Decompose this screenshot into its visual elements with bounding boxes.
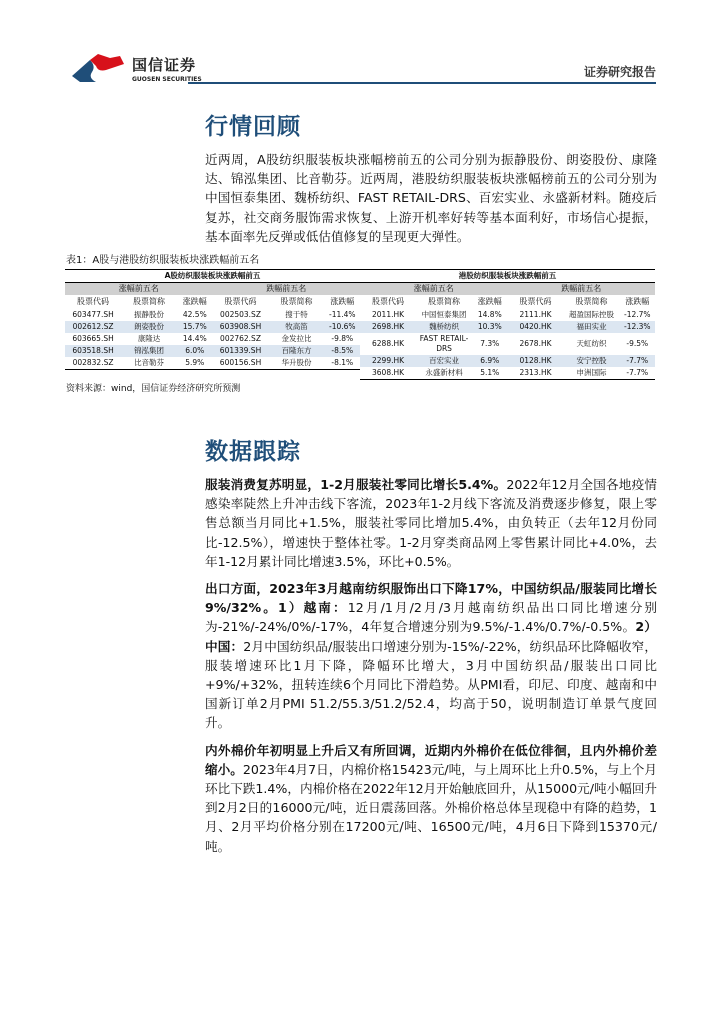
gainers-header: 涨幅前五名	[65, 283, 212, 296]
table-cell: 14.4%	[182, 334, 207, 344]
company-logo	[70, 52, 202, 84]
section-title-market-review: 行情回顾	[205, 114, 301, 140]
column-header: 涨跌幅	[625, 297, 650, 307]
table-cell: 6.0%	[185, 346, 205, 356]
table-cell: 5.9%	[177, 357, 212, 370]
table-row	[65, 309, 360, 321]
column-header: 股票简称	[428, 297, 461, 307]
column-header: 涨跌幅	[477, 297, 502, 307]
table-cell: 魏桥纺织	[429, 322, 460, 332]
hk-share-table	[360, 269, 655, 380]
column-header: 股票简称	[280, 297, 313, 307]
table-cell: 5.1%	[472, 367, 507, 380]
table-row	[360, 367, 655, 380]
table-cell: 金发拉比	[281, 334, 312, 344]
table-cell: -9.8%	[331, 334, 354, 344]
table-cell: 2011.HK	[372, 310, 405, 320]
table-cell: 2111.HK	[519, 310, 552, 320]
table-title: 港股纺织服装板块涨跌幅前五	[360, 270, 655, 283]
table-cell: 603477.SH	[72, 310, 114, 320]
losers-header: 跌幅前五名	[507, 283, 655, 296]
table-title: A股纺织服装板块涨跌幅前五	[65, 270, 360, 283]
paragraph-export	[205, 579, 657, 733]
table-cell: 7.3%	[480, 339, 500, 349]
body-text: 2023年4月7日，内棉价格15423元/吨，与上周环比上升0.5%，与上个月环比下跌1.4%，内棉价格在2022年12月开始触底回升，从15000元/吨小幅回升到2月2日的16000元/吨，近日震荡回落。外棉价格总体呈现稳中有降的趋势，1月、2月平均价格分别在17200元/吨、16500元/吨，4月6日下降到15370元/吨。	[205, 761, 657, 854]
paragraph-apparel-consumption	[205, 475, 657, 571]
table-cell: 比音勒芬	[121, 357, 177, 370]
tables-row	[65, 269, 655, 380]
table-cell: -9.5%	[626, 339, 649, 349]
main-content	[0, 112, 724, 856]
table-cell: 603518.SH	[72, 346, 114, 356]
table-cell: 锦泓集团	[134, 346, 165, 356]
logo-chinese-name: 国信证券	[132, 55, 197, 74]
table-cell: 3608.HK	[360, 367, 416, 380]
a-share-table	[65, 269, 360, 370]
table-cell: 朗姿股份	[134, 322, 165, 332]
column-header: 股票代码	[224, 297, 257, 307]
gainers-header: 涨幅前五名	[360, 283, 507, 296]
table-cell: 中国恒泰集团	[421, 310, 467, 320]
table-cell: 002503.SZ	[220, 310, 261, 320]
table-cell: -8.5%	[331, 346, 354, 356]
guosen-logo-icon	[70, 52, 126, 84]
logo-english-name: GUOSEN SECURITIES	[132, 75, 202, 83]
table-cell: 百隆东方	[281, 346, 312, 356]
table-cell: 振静股份	[134, 310, 165, 320]
table-cell: 002832.SZ	[65, 357, 121, 370]
table-cell: -7.7%	[620, 367, 655, 380]
table-cell: 601339.SH	[219, 346, 262, 356]
body-text: 2月中国纺织品/服装出口增速分别为-15%/-22%，纺织品环比降幅收窄，服装增速环比1月下降，降幅环比增大，3月中国纺织品/服装出口同比+9%/+32%，扭转连续6个月同比下滑趋势。从PMI看，印尼、印度、越南和中国新订单2月PMI 51.2/55.3/51.2/52.4，均高于50，说明制造订单景气度回升。	[205, 638, 658, 731]
table-row	[360, 321, 655, 333]
table-cell: -8.1%	[325, 357, 360, 370]
column-header: 股票简称	[133, 297, 166, 307]
table-cell: -10.6%	[329, 322, 356, 332]
column-header: 股票简称	[575, 297, 608, 307]
bold-china: 2）中国：	[205, 619, 657, 654]
table-cell: 42.5%	[182, 310, 207, 320]
table-cell: 牧高笛	[285, 322, 308, 332]
body-text: 2022年12月全国各地疫情感染率陡然上升冲击线下客流，2023年1-2月线下客流及消费逐步修复，限上零售总额当月同比+1.5%，服装社零同比增加5.4%，由负转正（去年12月份同比-12.5%），增速快于整体社零。1-2月穿类商品网上零售累计同比+4.0%，去年1-12月累计同比增速3.5%，环比+0.5%。	[205, 477, 657, 569]
table-cell: 6288.HK	[372, 339, 405, 349]
table-row	[65, 345, 360, 357]
table-cell: 安宁控股	[576, 356, 607, 366]
bold-lead: 出口方面，2023年3月越南纺织服饰出口下降17%，中国纺织品/服装同比增长9%/32%。	[205, 581, 657, 616]
table-cell: FAST RETAIL-DRS	[419, 334, 469, 354]
table-cell: 申洲国际	[564, 367, 620, 380]
table-cell: 603665.SH	[72, 334, 114, 344]
table-source: 资料来源：wind，国信证券经济研究所预测	[66, 384, 241, 395]
table-cell: 天虹纺织	[576, 339, 607, 349]
table-cell: -12.7%	[624, 310, 651, 320]
table-row	[65, 333, 360, 345]
body-text: 12月/1月/2月/3月越南纺织品出口同比增速分别为-21%/-24%/0%/-17%，4年复合增速分别为9.5%/-1.4%/0.7%/-0.5%。	[205, 600, 658, 635]
table-caption: 表1：A股与港股纺织服装板块涨跌幅前五名	[66, 255, 260, 267]
table-cell: 002762.SZ	[220, 334, 261, 344]
market-review-paragraph: 近两周，A股纺织服装板块涨幅榜前五的公司分别为振静股份、朗姿股份、康隆达、锦泓集团、比音勒芬。近两周，港股纺织服装板块涨幅榜前五的公司分别为中国恒泰集团、魏桥纺织、FAST RETAIL-DRS、百宏实业、永盛新材料。随疫后复苏，社交商务服饰需求恢复、上游开机率好转等基本面利好，市场信心提振，基本面率先反弹或低估值修复的呈现更大弹性。	[205, 152, 657, 244]
table-cell: 福田实业	[576, 322, 607, 332]
table-cell: 2678.HK	[519, 339, 552, 349]
table-row	[360, 333, 655, 355]
section-title-data-tracking: 数据跟踪	[205, 439, 301, 466]
bold-lead: 内外棉价年初明显上升后又有所回调，近期内外棉价在低位徘徊，且内外棉价差缩小。	[205, 742, 657, 777]
table-cell: 6.9%	[480, 356, 500, 366]
table-cell: 15.7%	[182, 322, 207, 332]
bold-vietnam: 1）越南：	[277, 600, 348, 616]
table-cell: 2313.HK	[507, 367, 563, 380]
table-cell: 600156.SH	[212, 357, 268, 370]
column-header: 涨跌幅	[182, 297, 207, 307]
table-cell: -7.7%	[626, 356, 649, 366]
table-row	[360, 309, 655, 321]
table-cell: 永盛新材料	[416, 367, 472, 380]
table-row	[65, 321, 360, 333]
table-cell: 10.3%	[477, 322, 502, 332]
table-cell: 康隆达	[137, 334, 161, 344]
table-cell: 603908.SH	[219, 322, 262, 332]
table-cell: 0128.HK	[519, 356, 552, 366]
table-cell: 2698.HK	[372, 322, 405, 332]
table-cell: 华升股份	[269, 357, 325, 370]
table-cell: 搜于特	[285, 310, 308, 320]
table-row	[65, 357, 360, 370]
losers-header: 跌幅前五名	[212, 283, 360, 296]
column-header: 涨跌幅	[330, 297, 355, 307]
table-cell: 002612.SZ	[72, 322, 114, 332]
table-row	[360, 355, 655, 367]
table-cell: -12.3%	[624, 322, 651, 332]
table-cell: 14.8%	[477, 310, 502, 320]
header-divider	[188, 82, 656, 84]
column-header: 股票代码	[519, 297, 552, 307]
table-cell: 0420.HK	[519, 322, 552, 332]
column-header: 股票代码	[77, 297, 110, 307]
paragraph-cotton-price	[205, 741, 657, 856]
table-cell: 超盈国际控股	[569, 310, 615, 320]
bold-lead: 服装消费复苏明显，1-2月服装社零同比增长5.4%。	[205, 477, 507, 493]
table-cell: 2299.HK	[372, 356, 405, 366]
column-header: 股票代码	[372, 297, 405, 307]
table-cell: -11.4%	[329, 310, 356, 320]
table-cell: 百宏实业	[429, 356, 460, 366]
report-type: 证券研究报告	[583, 65, 656, 79]
